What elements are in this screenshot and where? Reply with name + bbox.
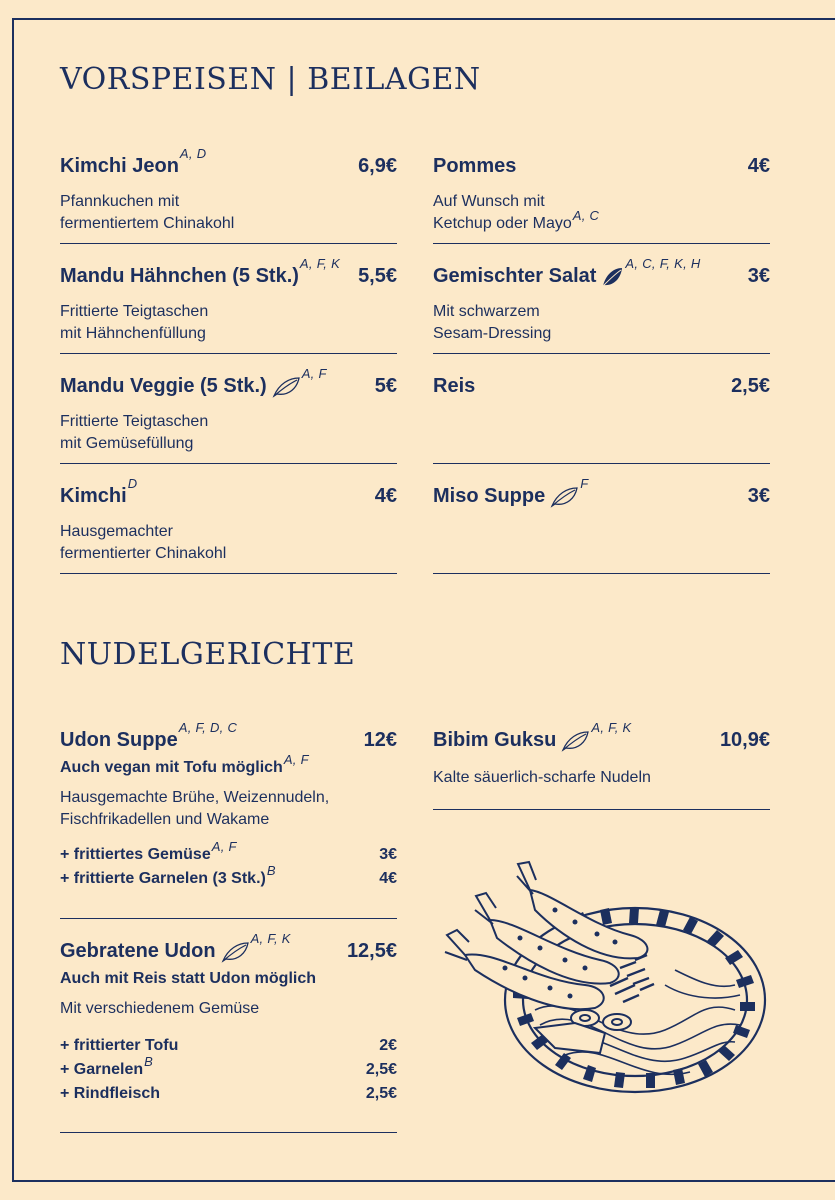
item-description-line: Pfannkuchen mit — [60, 193, 180, 210]
allergen-codes: A, D — [179, 146, 207, 161]
leaf-outline-icon — [549, 486, 579, 508]
menu-item-mandu-veggie — [60, 366, 397, 455]
extra-option: + frittiertes Gemüse$^{A, F}$ 3€ — [60, 843, 397, 867]
item-name: Gebratene Udon — [60, 940, 216, 962]
menu-item-kimchi-jeon — [60, 146, 397, 235]
leaf-outline-icon — [271, 376, 301, 398]
allergen-codes: A, F, K — [250, 931, 291, 946]
item-price: 3€ — [747, 265, 770, 287]
divider — [60, 918, 397, 919]
menu-item-miso-suppe — [433, 476, 770, 513]
item-price: 4€ — [374, 485, 397, 507]
divider — [433, 809, 770, 810]
section-title-noodles: NUDELGERICHTE — [60, 637, 356, 672]
allergen-codes: A, F, D, C — [178, 720, 238, 735]
item-description-line: Auf Wunsch mit — [433, 193, 545, 210]
item-price: 12€ — [363, 729, 397, 751]
divider — [60, 353, 397, 354]
item-description-line: Mit schwarzem — [433, 303, 540, 320]
item-description-line: fermentierter Chinakohl — [60, 545, 227, 562]
extra-price: 2,5€ — [365, 1061, 397, 1078]
item-name: Kimchi Jeon — [60, 155, 179, 177]
item-name: Pommes — [433, 155, 517, 177]
divider — [433, 353, 770, 354]
allergen-codes: B — [266, 863, 276, 878]
item-price: 5,5€ — [358, 265, 397, 287]
item-name: Kimchi — [60, 485, 127, 507]
item-price: 12,5€ — [346, 940, 397, 962]
allergen-codes: D — [127, 476, 138, 491]
allergen-codes: A, F — [283, 752, 309, 767]
allergen-codes: B — [144, 1054, 154, 1069]
item-description-line: Frittierte Teigtaschen — [60, 303, 209, 320]
leaf-outline-icon — [220, 941, 250, 963]
item-description-line: mit Gemüsefüllung — [60, 435, 194, 452]
item-description-line: Hausgemachte Brühe, Weizennudeln, — [60, 789, 330, 806]
item-price: 6,9€ — [358, 155, 397, 177]
item-name: Bibim Guksu — [433, 729, 557, 751]
allergen-codes: A, F, K — [299, 256, 341, 271]
item-price: 5€ — [374, 375, 397, 397]
item-name: Mandu Veggie (5 Stk.) — [60, 375, 267, 397]
menu-item-reis — [433, 375, 770, 403]
extra-price: 2,5€ — [365, 1085, 397, 1102]
extra-price: 2€ — [379, 1037, 397, 1054]
item-description-line: Ketchup oder Mayo — [433, 215, 572, 232]
item-description-line: Mit verschiedenem Gemüse — [60, 1000, 260, 1017]
allergen-codes: A, C, F, K, H — [625, 256, 701, 271]
section-title-starters: VORSPEISEN | BEILAGEN — [60, 62, 481, 97]
divider — [433, 463, 770, 464]
leaf-filled-icon — [600, 266, 624, 288]
item-price: 2,5€ — [731, 375, 770, 397]
item-name: Miso Suppe — [433, 485, 546, 507]
item-price: 10,9€ — [719, 729, 770, 751]
divider — [60, 573, 397, 574]
udon-bowl-illustration — [435, 850, 775, 1105]
menu-item-udon-suppe — [60, 720, 397, 891]
item-price: 4€ — [747, 155, 770, 177]
menu-item-gemischter-salat — [433, 256, 770, 345]
extra-price: 4€ — [379, 870, 397, 887]
item-description-line: Sesam-Dressing — [433, 325, 552, 342]
divider — [60, 463, 397, 464]
item-name: Udon Suppe — [60, 729, 178, 751]
item-description-line: Hausgemachter — [60, 523, 173, 540]
divider — [433, 243, 770, 244]
item-description-line: Frittierte Teigtaschen — [60, 413, 209, 430]
menu-item-bibim-guksu — [433, 720, 770, 789]
menu-item-gebratene-udon — [60, 931, 397, 1106]
allergen-codes: A, F — [211, 839, 237, 854]
item-description-line: Fischfrikadellen und Wakame — [60, 811, 270, 828]
item-name: Gemischter Salat — [433, 265, 597, 287]
allergen-codes: A, F — [301, 366, 327, 381]
allergen-codes: F — [580, 476, 589, 491]
item-name: Mandu Hähnchen (5 Stk.) — [60, 265, 299, 287]
allergen-codes: A, F, K — [591, 720, 632, 735]
extra-option: + Garnelen$^B$ 2,5€ — [60, 1058, 397, 1082]
allergen-codes: A, C — [572, 208, 600, 223]
menu-item-kimchi — [60, 476, 397, 565]
extra-option: + frittierte Garnelen (3 Stk.)$^B$ 4€ — [60, 867, 397, 891]
item-name: Reis — [433, 375, 476, 397]
extra-option: + Rindfleisch 2,5€ — [60, 1082, 397, 1106]
item-description-line: mit Hähnchenfüllung — [60, 325, 206, 342]
leaf-outline-icon — [560, 730, 590, 752]
divider — [433, 573, 770, 574]
item-subtitle: Auch mit Reis statt Udon möglich — [60, 970, 317, 987]
item-description-line: fermentiertem Chinakohl — [60, 215, 235, 232]
divider — [60, 243, 397, 244]
item-subtitle: Auch vegan mit Tofu möglich — [60, 759, 283, 776]
menu-item-pommes — [433, 155, 770, 235]
divider — [60, 1132, 397, 1133]
item-description-line: Kalte säuerlich-scharfe Nudeln — [433, 769, 651, 786]
menu-item-mandu-chicken — [60, 256, 397, 345]
extra-option: + frittierter Tofu 2€ — [60, 1034, 397, 1058]
item-price: 3€ — [747, 485, 770, 507]
extra-price: 3€ — [379, 846, 397, 863]
